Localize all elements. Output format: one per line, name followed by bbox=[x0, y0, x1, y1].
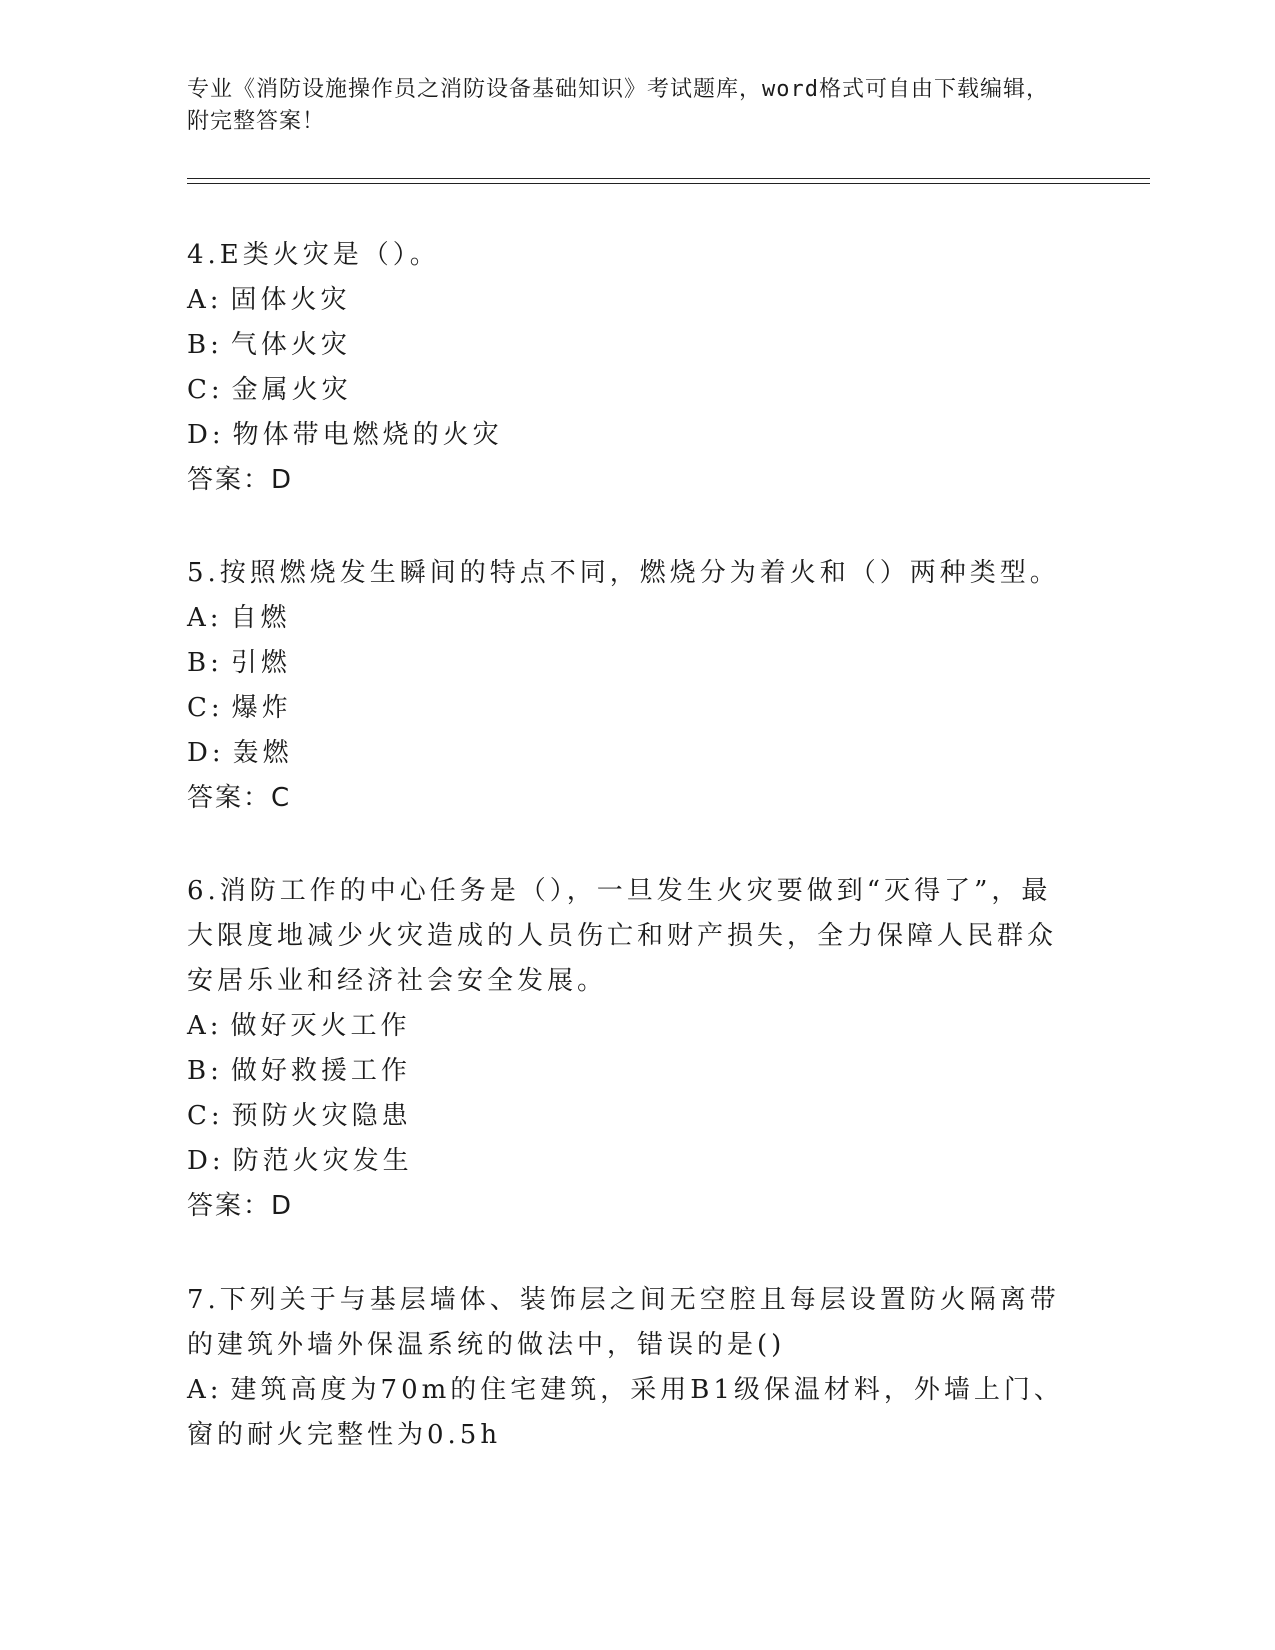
option-key: A: bbox=[187, 1011, 223, 1041]
header-divider-bottom bbox=[187, 183, 1150, 184]
option-c bbox=[187, 1094, 1067, 1139]
option-d bbox=[187, 1139, 1067, 1184]
option-a bbox=[187, 1004, 1067, 1049]
option-key: B: bbox=[187, 330, 223, 360]
question-7 bbox=[187, 1278, 1067, 1458]
document-header: 专业《消防设施操作员之消防设备基础知识》考试题库，word格式可自由下载编辑，附完整答案！ bbox=[187, 77, 1049, 134]
question-stem: 6.消防工作的中心任务是（），一旦发生火灾要做到“灭得了”，最大限度地减少火灾造成的人员伤亡和财产损失，全力保障人民群众安居乐业和经济社会安全发展。 bbox=[187, 876, 1058, 996]
option-key: B: bbox=[187, 648, 223, 678]
option-c bbox=[187, 368, 1067, 413]
question-stem: 4.E类火灾是（）。 bbox=[187, 240, 440, 270]
option-d bbox=[187, 413, 1067, 458]
option-d bbox=[187, 731, 1067, 776]
option-key: C: bbox=[187, 693, 224, 723]
header-divider-top bbox=[187, 178, 1150, 179]
answer-line: 答案：D bbox=[187, 465, 294, 495]
option-text: 自燃 bbox=[230, 603, 291, 633]
option-text: 固体火灾 bbox=[230, 285, 351, 315]
option-b bbox=[187, 323, 1067, 368]
option-key: D: bbox=[187, 420, 225, 450]
option-text: 建筑高度为70m的住宅建筑，采用B1级保温材料，外墙上门、窗的耐火完整性为0.5h bbox=[187, 1375, 1064, 1450]
question-6 bbox=[187, 869, 1067, 1229]
option-b bbox=[187, 1049, 1067, 1094]
option-a bbox=[187, 596, 1067, 641]
option-text: 做好救援工作 bbox=[230, 1056, 411, 1086]
option-text: 引燃 bbox=[230, 648, 291, 678]
option-text: 轰燃 bbox=[232, 738, 293, 768]
option-a bbox=[187, 1368, 1067, 1458]
option-key: C: bbox=[187, 1101, 224, 1131]
option-text: 物体带电燃烧的火灾 bbox=[232, 420, 503, 450]
option-key: B: bbox=[187, 1056, 223, 1086]
answer-line: 答案：D bbox=[187, 1191, 294, 1221]
option-key: A: bbox=[187, 1375, 223, 1405]
answer-line: 答案：C bbox=[187, 783, 292, 813]
option-text: 金属火灾 bbox=[231, 375, 352, 405]
option-text: 做好灭火工作 bbox=[230, 1011, 411, 1041]
option-key: C: bbox=[187, 375, 224, 405]
option-b bbox=[187, 641, 1067, 686]
question-stem: 7.下列关于与基层墙体、装饰层之间无空腔且每层设置防火隔离带的建筑外墙外保温系统的做法中，错误的是() bbox=[187, 1285, 1060, 1360]
option-key: D: bbox=[187, 1146, 225, 1176]
option-text: 爆炸 bbox=[231, 693, 292, 723]
option-c bbox=[187, 686, 1067, 731]
option-a bbox=[187, 278, 1067, 323]
question-5 bbox=[187, 551, 1067, 821]
option-text: 预防火灾隐患 bbox=[231, 1101, 412, 1131]
option-text: 气体火灾 bbox=[230, 330, 351, 360]
question-4 bbox=[187, 233, 1067, 503]
option-text: 防范火灾发生 bbox=[232, 1146, 413, 1176]
option-key: A: bbox=[187, 285, 223, 315]
option-key: A: bbox=[187, 603, 223, 633]
option-key: D: bbox=[187, 738, 225, 768]
question-stem: 5.按照燃烧发生瞬间的特点不同，燃烧分为着火和（）两种类型。 bbox=[187, 558, 1060, 588]
